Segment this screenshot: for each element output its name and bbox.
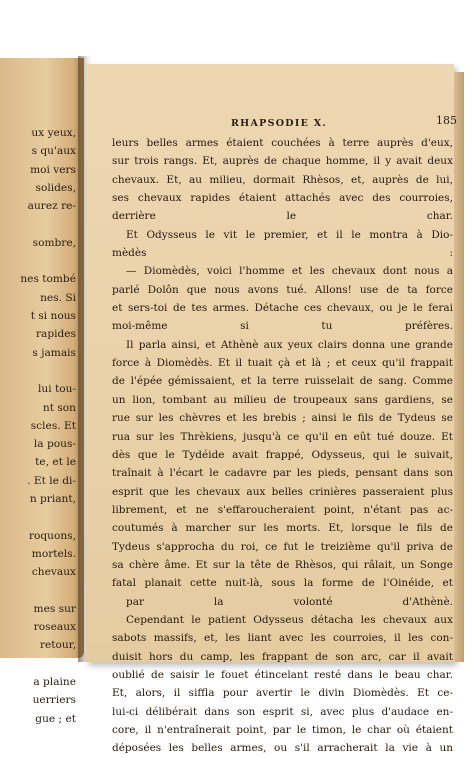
page-edge	[454, 72, 464, 662]
left-page-line: uerriers	[32, 694, 76, 707]
left-page-line: gue ; et	[35, 712, 76, 725]
text-line: Il parla ainsi, et Athènè aux yeux clairs donna une grande	[126, 338, 453, 351]
text-line: de l'épée gémissaient, et la terre ruisselait de sang. Comme	[112, 375, 453, 388]
text-line: core, il n'entraînerait point, par le timon, le char où étaient	[112, 724, 453, 736]
left-page-line: ux yeux,	[31, 127, 76, 139]
text-line: oublié de saisir le fouet étincelant resté dans le beau char.	[112, 668, 453, 681]
page-number: 185	[436, 114, 457, 127]
left-page-line: moi vers	[30, 163, 76, 176]
text-line: dès que le Tydéide avait frappé, Odysseus, qui le suivait,	[112, 448, 453, 461]
text-line: Cependant le patient Odysseus détacha les chevaux aux	[126, 613, 453, 626]
left-page-line: retour,	[39, 639, 76, 652]
paragraph	[112, 262, 453, 280]
text-line: force à Diomèdès. Et il tuait çà et là ; et ceux qu'il frappait	[112, 357, 453, 370]
right-page	[86, 64, 457, 755]
left-page-line: s jamais	[32, 346, 76, 359]
left-page-line: rapides	[35, 328, 76, 341]
left-page-line: la pous-	[33, 438, 76, 451]
left-page-line: solides,	[35, 181, 76, 194]
text-line: sabots massifs, et, les liant avec les courroies, il les con-	[112, 632, 453, 645]
text-line: rue sur les chèvres et les brebis ; ainsi le fils de Tydeus se	[112, 412, 453, 425]
text-line: esprit que les chevaux aux belles crinières passeraient plus	[112, 485, 453, 498]
text-line: coutumés à marcher sur les morts. Et, lorsque le fils de	[112, 522, 453, 535]
text-line: un lion, tombant au milieu de troupeaux sans gardiens, se	[112, 393, 453, 406]
paragraph	[112, 226, 453, 244]
paragraph	[112, 593, 453, 630]
left-page-line: s qu'aux	[31, 145, 76, 158]
left-page-line: mortels.	[31, 547, 76, 560]
text-line: Et, alors, il siffla pour avertir le divin Diomèdès. Et ce-	[112, 687, 453, 700]
paragraph	[112, 134, 453, 226]
left-page-line: lui tou-	[37, 383, 76, 396]
left-page-line: nes. Si	[40, 291, 76, 304]
text-line: par la volonté d'Athènè.	[126, 595, 453, 608]
text-line: lui-ci délibérait dans son esprit si, avec plus d'audace en-	[112, 705, 453, 718]
text-line: traînait à l'écart le cadavre par les pieds, pensant dans son	[112, 467, 453, 480]
text-line: moi-même si tu préfères.	[112, 320, 453, 333]
left-page-line: mes sur	[33, 602, 76, 615]
left-page-line: t si nous	[30, 310, 76, 322]
left-page-line: roquons,	[28, 529, 76, 542]
left-page-line: roseaux	[33, 621, 76, 634]
left-page-line: a plaine	[33, 676, 76, 688]
text-line: déposées les belles armes, ou s'il arracherait la vie à un	[112, 742, 453, 755]
paragraph	[112, 244, 453, 262]
left-page-line: n priant,	[29, 493, 76, 505]
text-line: sa chère âme. Et sur la tête de Rhèsos, qui râlait, un Songe	[112, 558, 453, 571]
left-page-line: te, et le	[35, 456, 76, 469]
paragraph	[112, 281, 453, 336]
text-line: Et Odysseus le vit le premier, et il le montra à Dio-	[126, 228, 453, 241]
paragraph	[112, 336, 453, 354]
text-line: fatal planait cette nuit-là, sous la forme de l'Oinéide, et	[112, 577, 453, 590]
left-page-line: chevaux	[31, 566, 76, 579]
text-line: leurs belles armes étaient couchées à terre auprès d'eux,	[112, 137, 453, 149]
text-line: et sers-toi de tes armes. Détache ces chevaux, ou je le ferai	[112, 302, 453, 315]
left-page-line: sombre,	[32, 236, 76, 249]
body-text	[112, 134, 453, 758]
left-page	[0, 58, 84, 725]
left-page-line: aurez re-	[27, 200, 76, 213]
text-line: rua sur les Thrèkiens, jusqu'à ce qu'il en eût tué douze. Et	[112, 430, 453, 443]
text-line: parlé Dolôn que nous avons tué. Allons! use de ta force	[112, 283, 453, 296]
text-line: chevaux. Et, au milieu, dormait Rhèsos, et, auprès de lui,	[112, 173, 453, 186]
text-line: mèdès :	[112, 247, 453, 260]
running-head: RHAPSODIE X.	[230, 118, 328, 129]
text-line: ses chevaux rapides étaient attachés avec des courroies,	[112, 192, 453, 205]
text-line: librement, et ne s'effaroucheraient point, n'étant pas ac-	[112, 503, 453, 516]
left-page-line: . Et le di-	[27, 474, 76, 487]
paragraph	[112, 629, 453, 757]
text-line: Tydeus s'approcha du roi, ce fut le treizième qu'il priva de	[112, 540, 453, 553]
text-line: duisit hors du camp, les frappant de son arc, car il avait	[112, 650, 453, 663]
paragraph	[112, 354, 453, 592]
text-line: — Diomèdès, voici l'homme et les chevaux dont nous a	[126, 265, 453, 278]
text-line: sur trois rangs. Et, auprès de chaque homme, il y avait deux	[112, 155, 453, 168]
text-line: derrière le char.	[112, 210, 453, 223]
left-page-line: nes tombé	[20, 273, 76, 286]
left-page-line: scles. Et	[30, 419, 76, 432]
left-page-line: nt son	[42, 401, 76, 414]
